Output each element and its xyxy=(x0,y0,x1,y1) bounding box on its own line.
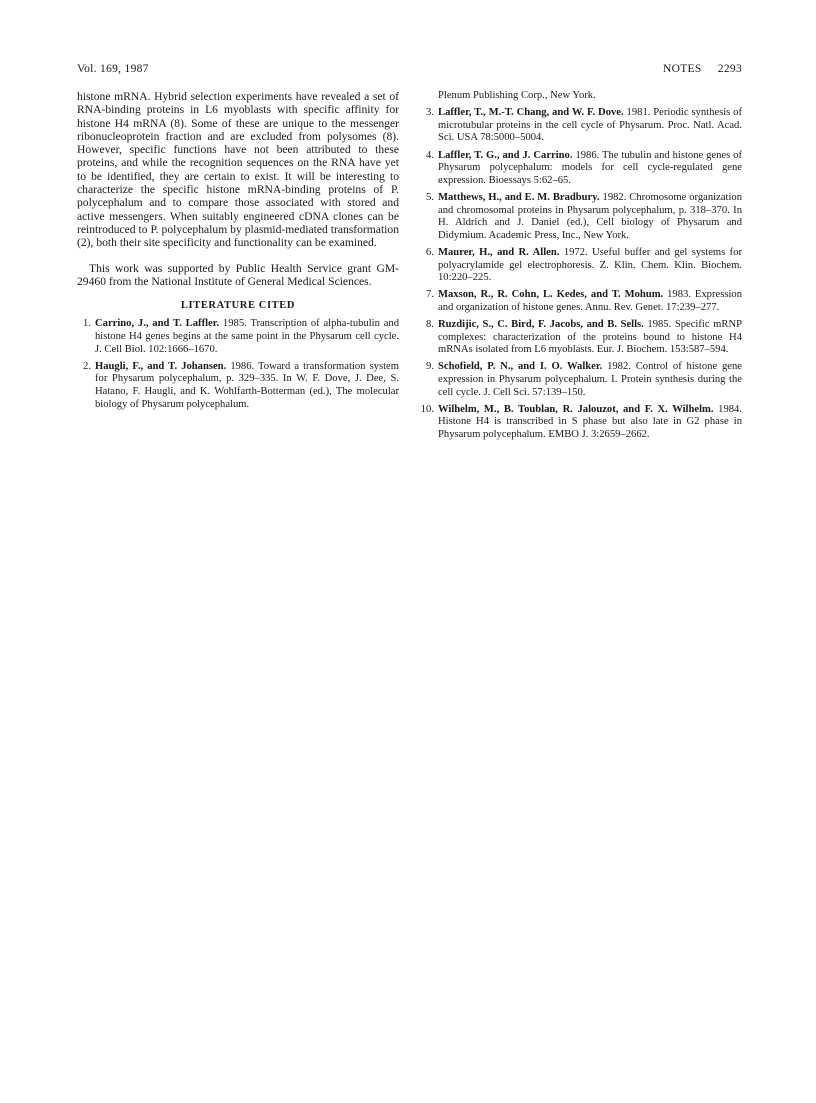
reference-text: 1982. Control of histone gene expression in Physarum polycephalum. I. Protein synthesis during the cell cycle. J. Cell Sci. 57:139–150. xyxy=(438,361,742,398)
left-column xyxy=(77,90,399,416)
reference-item xyxy=(420,247,742,285)
reference-item xyxy=(420,107,742,145)
reference-item xyxy=(77,318,399,356)
reference-number: 3. xyxy=(426,107,434,119)
reference-authors: Wilhelm, M., B. Toublan, R. Jalouzot, and F. X. Wilhelm. xyxy=(438,403,714,415)
reference-authors: Maurer, H., and R. Allen. xyxy=(438,246,560,258)
reference-number: 7. xyxy=(426,289,434,301)
page-number: 2293 xyxy=(717,63,742,75)
reference-number: 8. xyxy=(426,319,434,331)
reference-list-right xyxy=(420,90,742,442)
body-paragraph: histone mRNA. Hybrid selection experiments have revealed a set of RNA-binding proteins in L6 myoblasts with specific affinity for histone H4 mRNA (8). Some of these are unique to the messenger ribonucleoprotein fraction and are excluded from polysomes (8). However, specific functions have not been attributed to these proteins, and while the recognition sequences on the RNA have yet to be identified, they are certain to exist. It will be interesting to characterize the specific histone mRNA-binding proteins of P. polycephalum and to compare those associated with stored and active messengers. When suitably engineered cDNA clones can be reintroduced to P. polycephalum by plasmid-mediated transformation (2), both their site specificity and functionality can be examined. xyxy=(77,90,399,250)
reference-authors: Schofield, P. N., and I. O. Walker. xyxy=(438,361,603,373)
reference-text: 1986. The tubulin and histone genes of Physarum polycephalum: models for cell cycle-regulated gene expression. Bioessays 5:62–65. xyxy=(438,149,742,186)
right-column xyxy=(420,90,742,446)
reference-number: 9. xyxy=(426,361,434,373)
reference-item xyxy=(420,150,742,188)
reference-item xyxy=(420,404,742,442)
reference-continuation: Plenum Publishing Corp., New York. xyxy=(438,90,596,101)
reference-text: 1982. Chromosome organization and chromosomal proteins in Physarum polycephalum, p. 318–370. In H. Aldrich and J. Daniel (ed.), Cell biology of Physarum and Didymium. Academic Press, Inc., New York. xyxy=(438,191,742,241)
running-header xyxy=(77,63,742,79)
reference-text: 1985. Transcription of alpha-tubulin and histone H4 genes begins at the same point in the Physarum cell cycle. J. Cell Biol. 102:1666–1670. xyxy=(95,318,400,355)
reference-authors: Haugli, F., and T. Johansen. xyxy=(95,360,227,372)
reference-text: 1985. Specific mRNP complexes: characterization of the proteins bound to histone H4 mRNAs isolated from L6 myoblasts. Eur. J. Biochem. 153:587–594. xyxy=(438,319,742,356)
reference-authors: Laffler, T. G., and J. Carrino. xyxy=(438,149,573,161)
reference-number: 4. xyxy=(426,149,434,161)
reference-list-left xyxy=(77,318,399,411)
reference-text: 1972. Useful buffer and gel systems for polyacrylamide gel electrophoresis. Z. Klin. Chem. Klin. Biochem. 10:220–225. xyxy=(438,246,742,284)
reference-authors: Maxson, R., R. Cohn, L. Kedes, and T. Mohum. xyxy=(438,289,664,301)
reference-number: 1. xyxy=(83,318,91,330)
section-label: NOTES xyxy=(663,63,702,75)
reference-text: 1984. Histone H4 is transcribed in S phase but also late in G2 phase in Physarum polycephalum. EMBO J. 3:2659–2662. xyxy=(438,403,742,440)
reference-number: 5. xyxy=(426,191,434,203)
reference-authors: Matthews, H., and E. M. Bradbury. xyxy=(438,191,600,203)
reference-authors: Ruzdijic, S., C. Bird, F. Jacobs, and B. Sells. xyxy=(438,319,644,331)
acknowledgment-paragraph: This work was supported by Public Health Service grant GM-29460 from the National Institute of General Medical Sciences. xyxy=(77,261,399,288)
reference-item xyxy=(420,319,742,357)
reference-text: 1981. Periodic synthesis of microtubular proteins in the cell cycle of Physarum. Proc. Natl. Acad. Sci. USA 78:5000–5004. xyxy=(438,107,742,144)
volume-label: Vol. 169, 1987 xyxy=(77,63,149,75)
reference-authors: Carrino, J., and T. Laffler. xyxy=(95,318,220,330)
reference-item xyxy=(420,289,742,314)
reference-item xyxy=(77,361,399,411)
reference-number: 10. xyxy=(420,403,434,415)
reference-text: 1983. Expression and organization of histone genes. Annu. Rev. Genet. 17:239–277. xyxy=(438,289,742,313)
reference-item xyxy=(420,361,742,399)
reference-text: 1986. Toward a transformation system for Physarum polycephalum, p. 329–335. In W. F. Dove, J. Dee, S. Hatano, F. Haugli, and K. Wohlfarth-Botterman (ed.), The molecular biology of Physarum polycephalum. xyxy=(95,360,399,410)
reference-number: 2. xyxy=(83,360,91,372)
reference-number: 6. xyxy=(426,246,434,258)
literature-cited-heading: LITERATURE CITED xyxy=(180,300,296,312)
reference-item xyxy=(420,192,742,242)
reference-authors: Laffler, T., M.-T. Chang, and W. F. Dove. xyxy=(438,107,624,119)
